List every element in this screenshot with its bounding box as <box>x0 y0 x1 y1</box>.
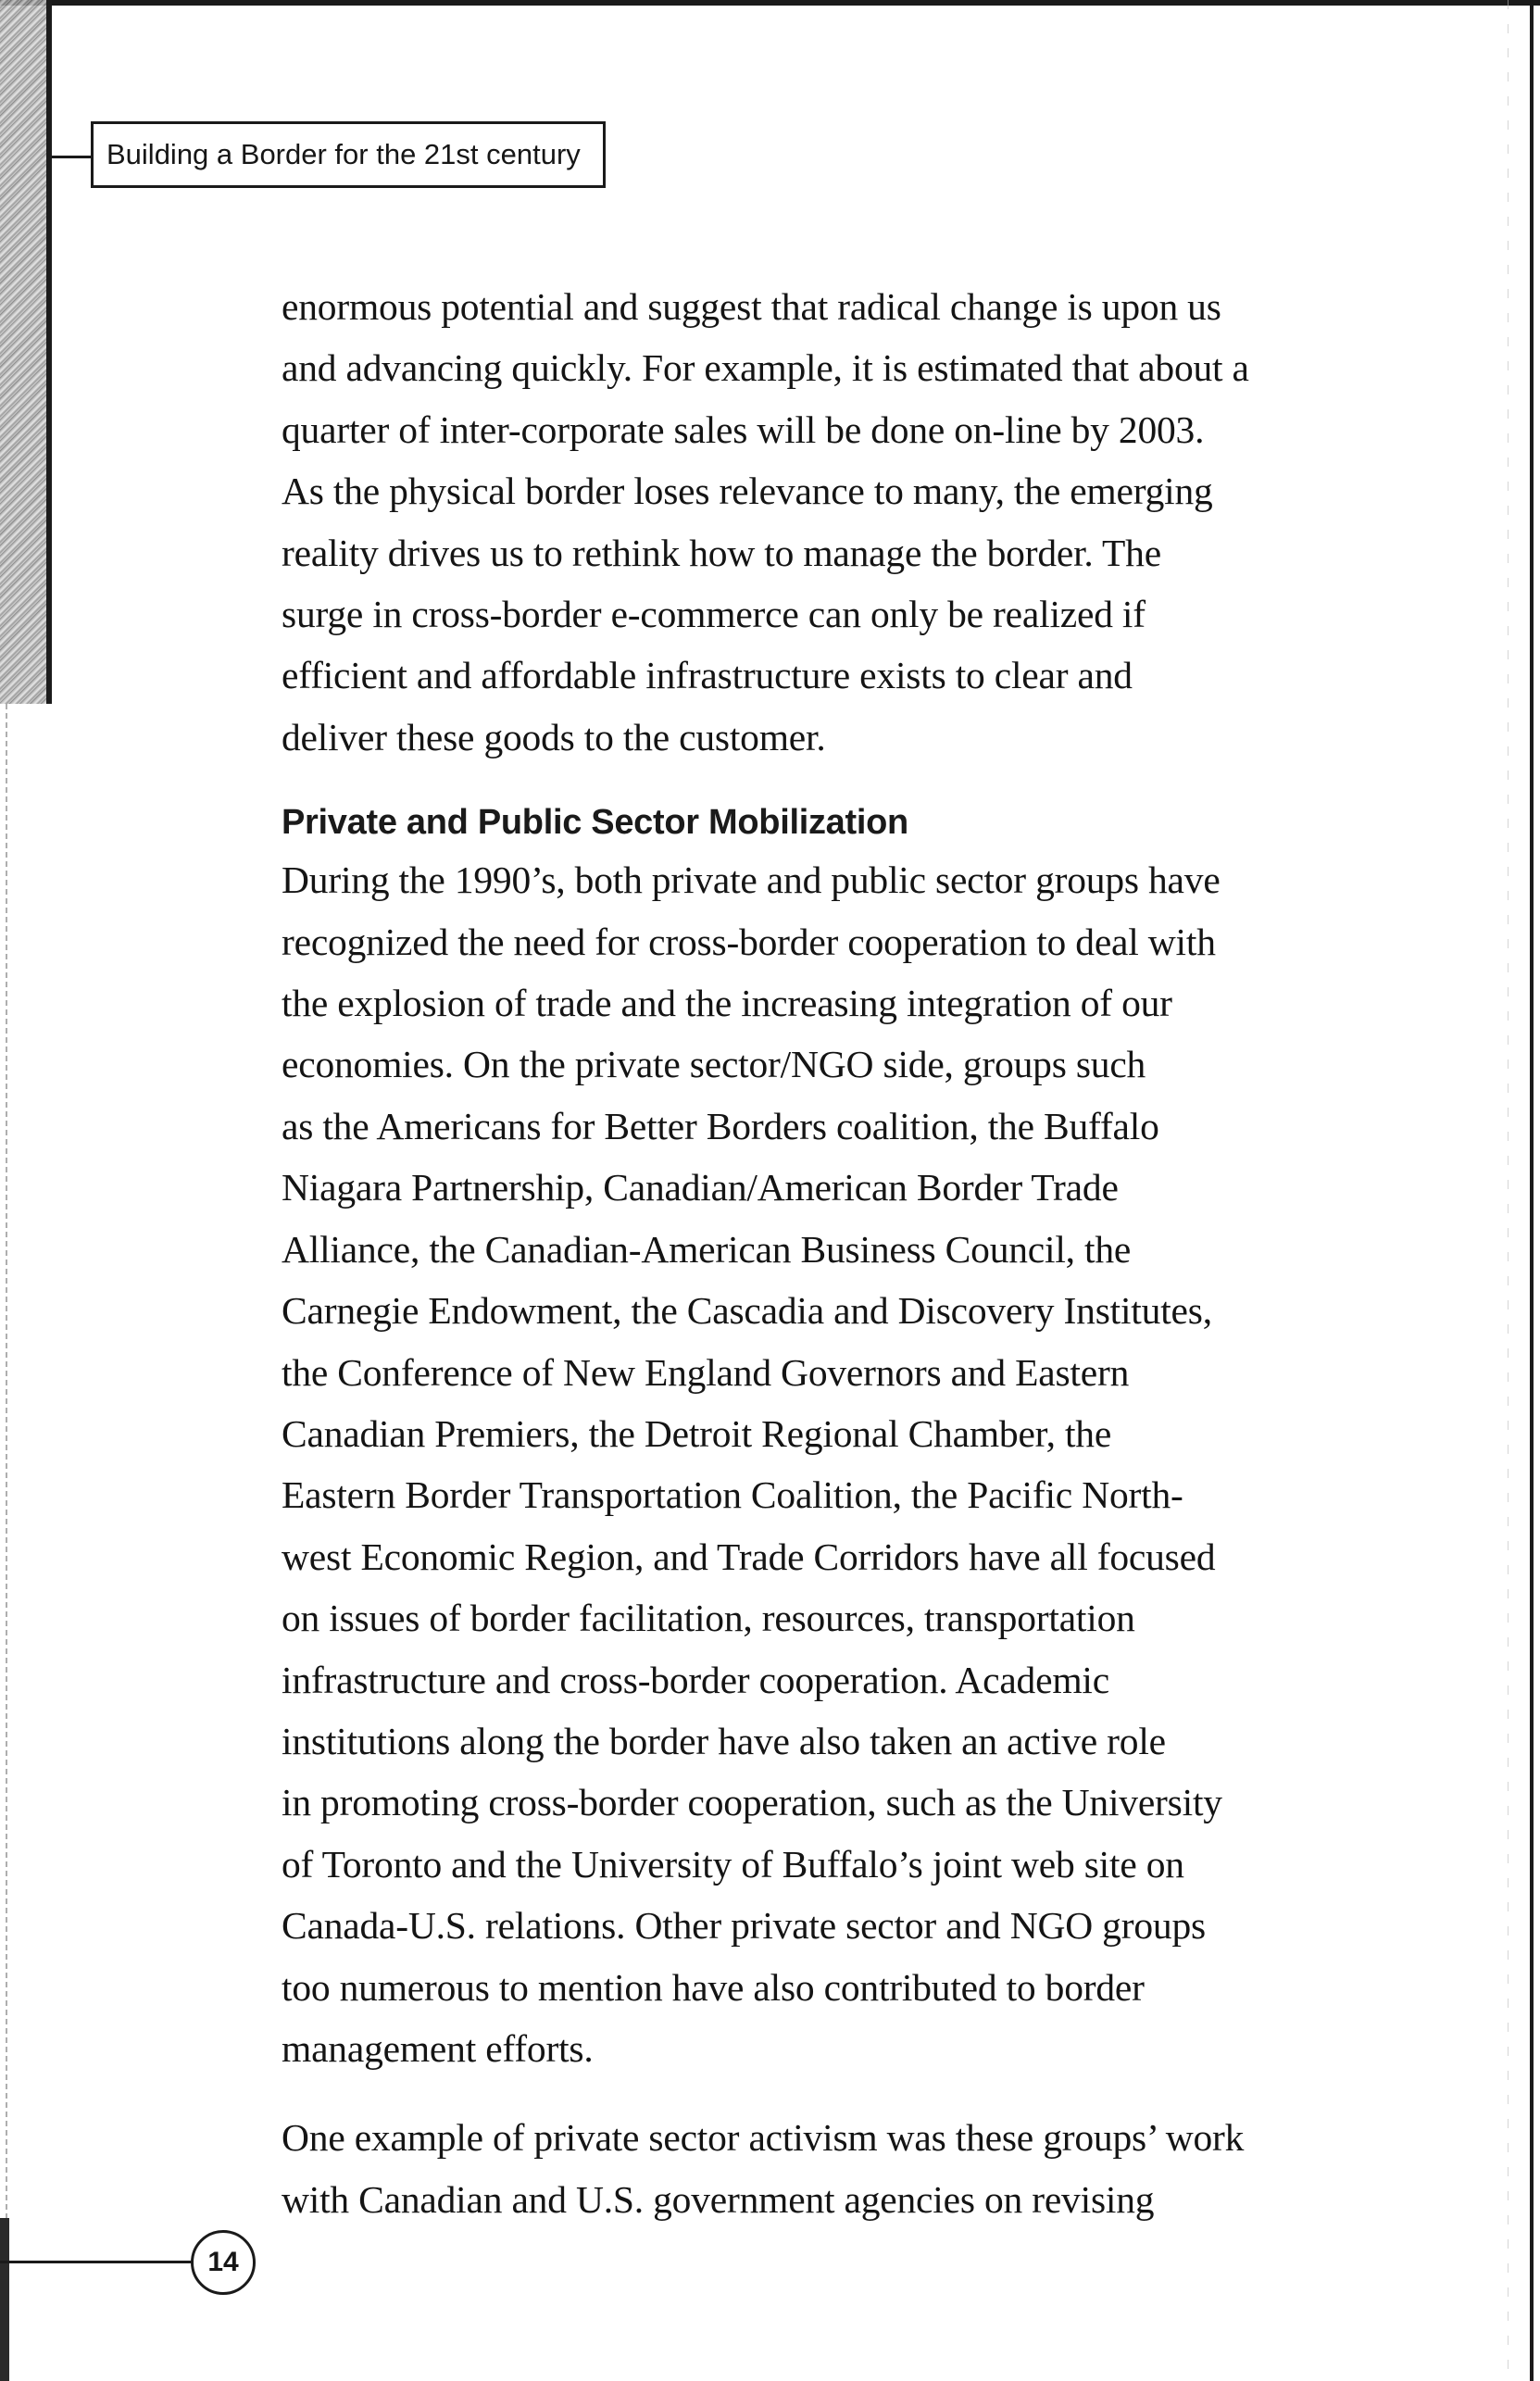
paragraph-2 <box>282 849 1356 2079</box>
paragraph-spacer <box>282 2079 1356 2107</box>
paragraph-1 <box>282 276 1356 768</box>
header-connector-line <box>52 156 93 158</box>
page-body <box>282 276 1356 2230</box>
text-line: Canadian Premiers, the Detroit Regional Chamber, the <box>282 1411 1112 1455</box>
binding-edge <box>46 0 52 704</box>
text-line: with Canadian and U.S. government agencies on revising <box>282 2177 1155 2221</box>
page-number: 14 <box>207 2247 239 2277</box>
text-line: west Economic Region, and Trade Corridors have all focused <box>282 1535 1216 1578</box>
text-line: Canada-U.S. relations. Other private sector and NGO groups <box>282 1904 1206 1948</box>
text-line: As the physical border loses relevance to many, the emerging <box>282 470 1213 513</box>
page-number-badge <box>191 2230 256 2295</box>
text-line: efficient and affordable infrastructure exists to clear and <box>282 654 1133 697</box>
text-line: too numerous to mention have also contributed to border <box>282 1965 1145 2009</box>
text-line: Carnegie Endowment, the Cascadia and Discovery Institutes, <box>282 1289 1212 1333</box>
text-line: and advancing quickly. For example, it is estimated that about a <box>282 346 1249 390</box>
text-line: enormous potential and suggest that radical change is upon us <box>282 285 1221 328</box>
text-line: in promoting cross-border cooperation, such as the University <box>282 1781 1222 1824</box>
text-line: as the Americans for Better Borders coalition, the Buffalo <box>282 1104 1159 1147</box>
text-line: reality drives us to rethink how to manage the border. The <box>282 531 1161 574</box>
scan-bottom-left-edge <box>0 2218 9 2381</box>
text-line: One example of private sector activism was these groups’ work <box>282 2116 1245 2160</box>
footer-rule <box>0 2261 194 2263</box>
text-line: Alliance, the Canadian-American Business Council, the <box>282 1227 1132 1271</box>
text-line: During the 1990’s, both private and public sector groups have <box>282 858 1221 902</box>
text-line: Niagara Partnership, Canadian/American Border Trade <box>282 1166 1119 1209</box>
running-header <box>91 121 606 188</box>
text-line: deliver these goods to the customer. <box>282 715 826 758</box>
text-line: of Toronto and the University of Buffalo’s joint web site on <box>282 1842 1184 1886</box>
scan-right-edge <box>1530 0 1534 2381</box>
left-margin-rule <box>6 704 7 2381</box>
text-line: the explosion of trade and the increasing integration of our <box>282 982 1172 1025</box>
binding-texture <box>0 0 46 704</box>
text-line: infrastructure and cross-border cooperation. Academic <box>282 1658 1109 1701</box>
running-header-text: Building a Border for the 21st century <box>106 138 581 170</box>
right-margin-rule <box>1508 0 1509 2381</box>
scan-top-edge <box>0 0 1540 6</box>
paragraph-3 <box>282 2107 1356 2230</box>
text-line: economies. On the private sector/NGO side, groups such <box>282 1043 1146 1086</box>
text-line: institutions along the border have also taken an active role <box>282 1719 1166 1762</box>
text-line: recognized the need for cross-border cooperation to deal with <box>282 920 1216 963</box>
paragraph-spacer <box>282 768 1356 796</box>
text-line: surge in cross-border e-commerce can only be realized if <box>282 593 1146 636</box>
text-line: on issues of border facilitation, resources, transportation <box>282 1597 1135 1640</box>
text-line: quarter of inter-corporate sales will be done on-line by 2003. <box>282 407 1205 451</box>
text-line: Eastern Border Transportation Coalition, the Pacific North- <box>282 1473 1183 1517</box>
section-heading: Private and Public Sector Mobilization <box>282 803 908 843</box>
text-line: management efforts. <box>282 2026 594 2070</box>
text-line: the Conference of New England Governors and Eastern <box>282 1350 1130 1394</box>
